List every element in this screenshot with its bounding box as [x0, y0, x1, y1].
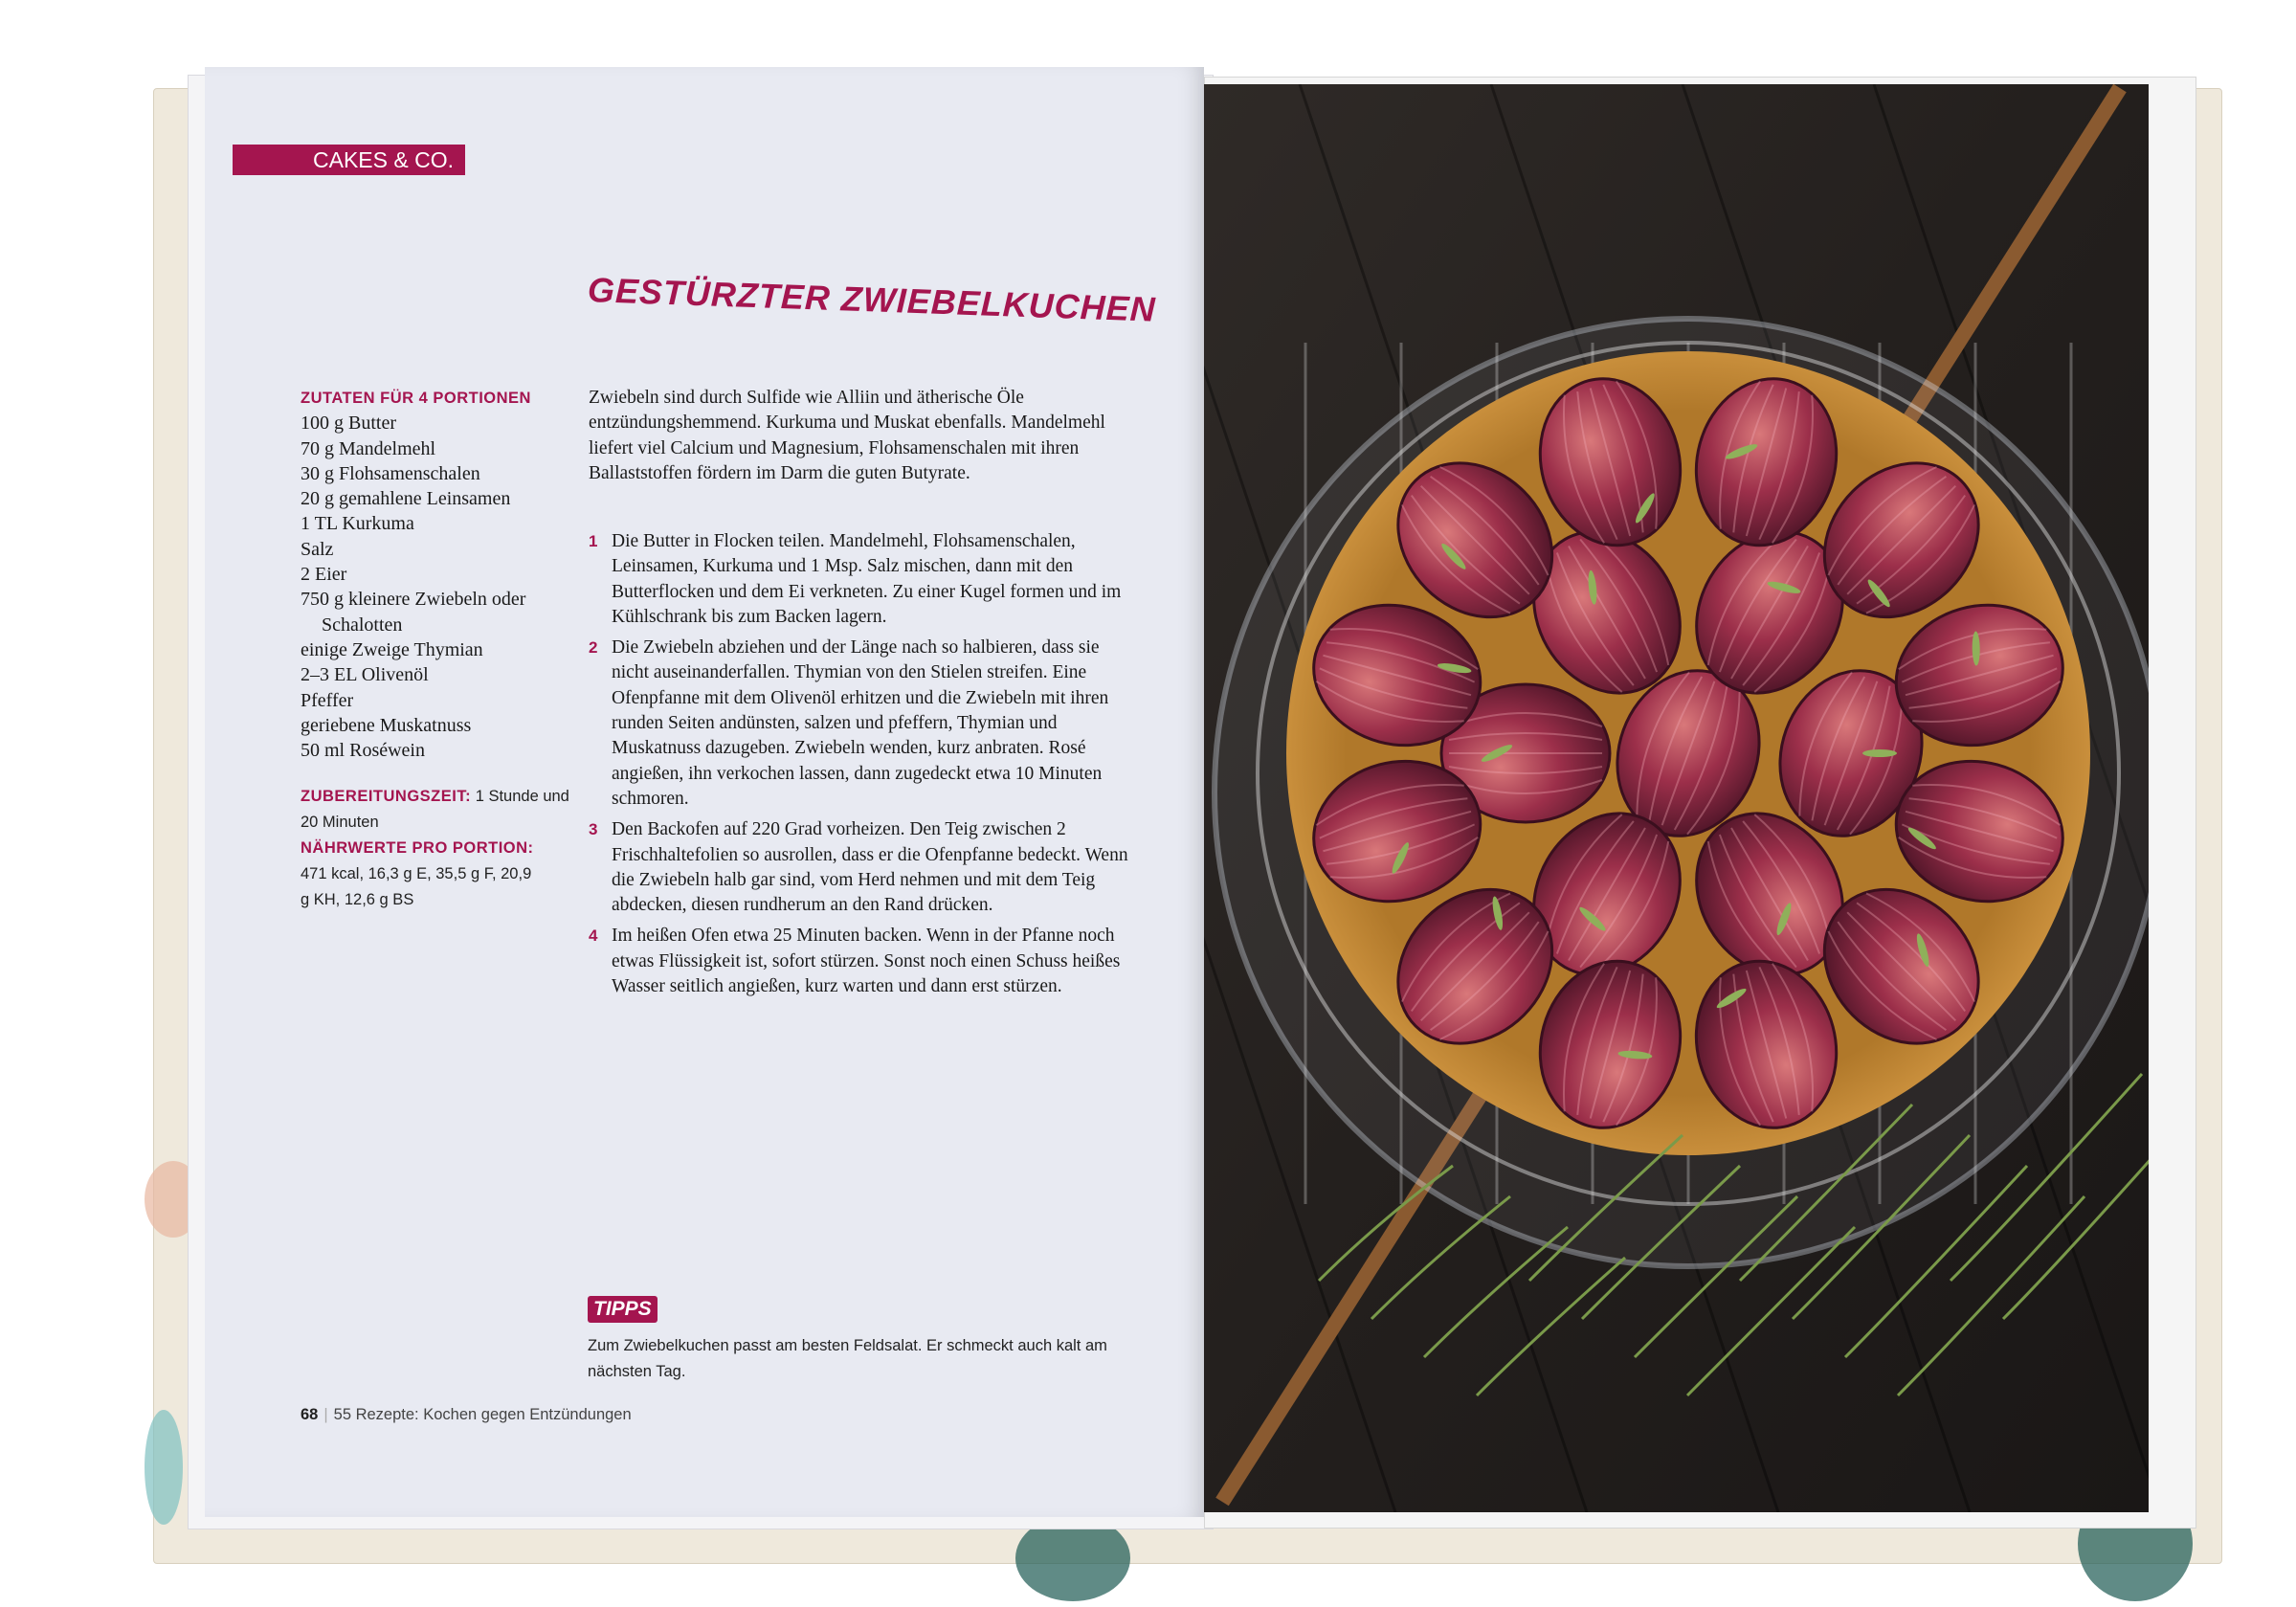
ingredient-item: Schalotten: [322, 614, 403, 636]
step-text: Den Backofen auf 220 Grad vorheizen. Den Teig zwischen 2 Frischhaltefolien so ausrollen, dass er die Ofenpfanne bedeckt. Wenn die Zwiebeln halb gar sind, vom Herd nehmen und mit dem Teig abdecken, diesen rundherum an den Rand drücken.: [612, 819, 1128, 916]
step-item: [589, 529, 1129, 630]
page-footer: [301, 1406, 632, 1424]
ingredient-item: Salz: [301, 538, 334, 560]
ingredient-item: Pfeffer: [301, 689, 354, 711]
recipe-title: GESTÜRZTER ZWIEBELKUCHEN: [587, 270, 1157, 329]
ingredient-item: 30 g Flohsamenschalen: [301, 462, 480, 484]
prep-time-value: 1 Stunde und 20 Minuten: [301, 788, 569, 832]
ingredient-item: 100 g Butter: [301, 413, 396, 435]
ingredient-item: 20 g gemahlene Leinsamen: [301, 488, 511, 510]
category-tag: CAKES & CO.: [233, 145, 465, 175]
ingredient-item: 1 TL Kurkuma: [301, 513, 414, 535]
recipe-intro: Zwiebeln sind durch Sulfide wie Alliin und ätherische Öle entzündungshemmend. Kurkuma und Muskat ebenfalls. Mandelmehl liefert viel Calcium und Magnesium, Flohsamenschalen mit ihren Ballaststoffen fördern im Darm die guten Butyrate.: [589, 388, 1105, 483]
onion-tart-photo: [1204, 84, 2149, 1512]
step-number: 1: [589, 532, 598, 550]
step-number: 4: [589, 926, 598, 946]
ingredients-column: [301, 386, 588, 913]
page-number: 68: [301, 1406, 319, 1423]
ingredient-item: 70 g Mandelmehl: [301, 437, 436, 459]
step-item: [589, 924, 1129, 999]
ingredient-item: 2–3 EL Olivenöl: [301, 664, 429, 686]
ingredients-heading: ZUTATEN FÜR 4 PORTIONEN: [301, 390, 531, 407]
recipe-steps: [589, 529, 1129, 1005]
footer-divider: |: [323, 1406, 328, 1423]
ingredient-item: 2 Eier: [301, 564, 347, 586]
step-item: [589, 636, 1129, 812]
step-number: 2: [589, 638, 598, 658]
photo-illustration: [1204, 84, 2149, 1512]
step-item: [589, 817, 1129, 918]
nutrition-label: NÄHRWERTE PRO PORTION:: [301, 839, 534, 858]
step-number: 3: [589, 820, 598, 839]
step-text: Die Zwiebeln abziehen und der Länge nach so halbieren, dass sie nicht auseinanderfallen. Thymian von den Stielen streifen. Eine Ofenpfanne mit dem Olivenöl erhitzen und die Zwiebeln mit ihren runden Seiten andünsten, salzen und pfeffern, Thymian und Muskatnuss dazugeben. Zwiebeln wenden, kurz anbraten. Rosé angießen, ihn verkochen lassen, dann zugedeckt etwa 10 Minuten schmoren.: [612, 637, 1109, 809]
ingredient-item: 50 ml Roséwein: [301, 740, 425, 762]
prep-time: [301, 784, 588, 836]
tips-text: Zum Zwiebelkuchen passt am besten Feldsalat. Er schmeckt auch kalt am nächsten Tag.: [588, 1337, 1107, 1380]
ingredients-list: [301, 411, 588, 763]
tips-badge: TIPPS: [588, 1296, 658, 1323]
thyme-leaf: [1862, 749, 1897, 757]
nutrition-value: 471 kcal, 16,3 g E, 35,5 g F, 20,9 g KH, 12,6 g BS: [301, 865, 532, 909]
book-title: 55 Rezepte: Kochen gegen Entzündungen: [333, 1406, 632, 1423]
ingredient-item: 750 g kleinere Zwiebeln oder: [301, 589, 526, 611]
ingredient-item: einige Zweige Thymian: [301, 638, 483, 660]
cover-decoration: [145, 1410, 183, 1525]
prep-time-label: ZUBEREITUNGSZEIT:: [301, 788, 472, 806]
step-text: Im heißen Ofen etwa 25 Minuten backen. Wenn in der Pfanne noch etwas Flüssigkeit ist, sofort stürzen. Sonst noch einen Schuss heißes Wasser seitlich angießen, kurz warten und dann erst stürzen.: [612, 926, 1121, 997]
step-text: Die Butter in Flocken teilen. Mandelmehl, Flohsamenschalen, Leinsamen, Kurkuma und 1 Msp. Salz mischen, dann mit den Butterflocken und dem Ei verkneten. Zu einer Kugel formen und im Kühlschrank bis zum Backen lagern.: [612, 531, 1122, 627]
ingredient-item: geriebene Muskatnuss: [301, 714, 472, 736]
